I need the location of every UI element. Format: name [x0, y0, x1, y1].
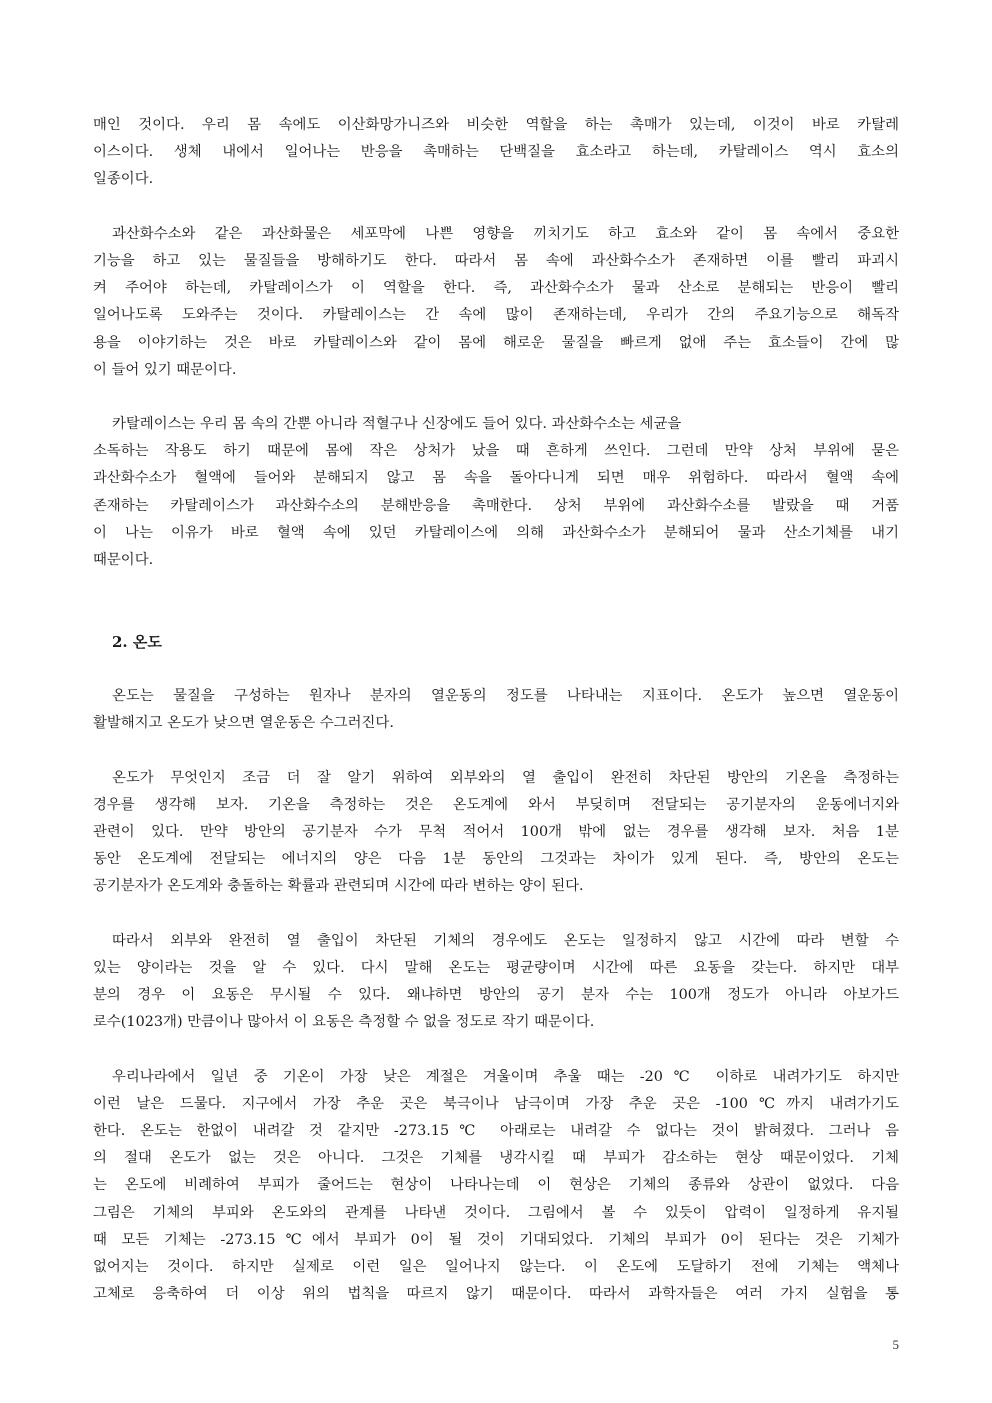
paragraph-fluctuation [93, 928, 899, 1037]
text-line: 이 들어 있기 때문이다. [93, 361, 237, 378]
text-line: 있는 양이라는 것을 알 수 있다. 다시 말해 온도는 평균량이며 시간에 따른 요동을 갖는다. 하지만 대부 [93, 959, 899, 976]
paragraph-gap [93, 656, 899, 683]
paragraph-catalase-blood [93, 411, 899, 574]
text-line: 따라서 외부와 완전히 열 출입이 차단된 기체의 경우에도 온도는 일정하지 않고 시간에 따라 변할 수 [112, 932, 899, 949]
paragraph-peroxide-role [93, 221, 899, 384]
text-line: 관련이 있다. 만약 방안의 공기분자 수가 무척 적어서 100개 밖에 없는 경우를 생각해 보자. 처음 1분 [93, 823, 899, 840]
paragraph-room-measurement [93, 765, 899, 901]
text-line: 일종이다. [93, 171, 154, 188]
text-line: 소독하는 작용도 하기 때문에 몸에 작은 상처가 났을 때 흔하게 쓰인다. 그런데 만약 상처 부위에 묻은 [93, 443, 899, 460]
text-line: 때문이다. [93, 552, 154, 568]
text-line: 한다. 온도는 한없이 내려갈 것 같지만 -273.15℃ 아래로는 내려갈 수 없다는 것이 밝혀졌다. 그러나 음 [93, 1122, 899, 1139]
paragraph-absolute-zero [93, 1064, 899, 1309]
paragraph-gap [93, 1036, 899, 1063]
text-line: 분의 경우 이 요동은 무시될 수 있다. 왜냐하면 방안의 공기 분자 수는 100개 정도가 아니라 아보가드 [93, 987, 899, 1003]
text-line: 켜 주어야 하는데, 카탈레이스가 이 역할을 한다. 즉, 과산화수소가 물과 산소로 분해되는 반응이 빨리 [93, 280, 899, 297]
text-line: 매인 것이다. 우리 몸 속에도 이산화망가니즈와 비슷한 역할을 하는 촉매가 있는데, 이것이 바로 카탈레 [93, 117, 899, 133]
paragraph-gap [93, 384, 899, 411]
paragraph-gap [93, 900, 899, 927]
page-body [93, 112, 899, 1308]
text-line: 는 온도에 비례하여 부피가 줄어드는 현상이 나타나는데 이 현상은 기체의 종류와 상관이 없었다. 다음 [93, 1177, 899, 1194]
paragraph-gap [93, 737, 899, 764]
text-line: 고체로 응축하여 더 이상 위의 법칙을 따르지 않기 때문이다. 따라서 과학자들은 여러 가지 실험을 통 [93, 1286, 899, 1303]
text-line: 온도는 물질을 구성하는 원자나 분자의 열운동의 정도를 나타내는 지표이다. 온도가 높으면 열운동이 [112, 687, 899, 704]
text-line: 경우를 생각해 보자. 기온을 측정하는 것은 온도계에 와서 부딪히며 전달되는 공기분자의 운동에너지와 [93, 796, 899, 813]
text-line: 용을 이야기하는 것은 바로 카탈레이스와 같이 몸에 해로운 물질을 빠르게 없애 주는 효소들이 간에 많 [93, 334, 899, 351]
text-line: 없어지는 것이다. 하지만 실제로 이런 일은 일어나지 않는다. 이 온도에 도달하기 전에 기체는 액체나 [93, 1258, 899, 1275]
text-line: 존재하는 카탈레이스가 과산화수소의 분해반응을 촉매한다. 상처 부위에 과산화수소를 발랐을 때 거품 [93, 497, 899, 514]
text-line: 우리나라에서 일년 중 기온이 가장 낮은 계절은 겨울이며 추울 때는 -20℃ 이하로 내려가기도 하지만 [112, 1068, 899, 1085]
text-line: 과산화수소와 같은 과산화물은 세포막에 나쁜 영향을 끼치기도 하고 효소와 같이 몸 속에서 중요한 [112, 225, 899, 242]
paragraph-catalase-intro [93, 112, 899, 194]
text-line: 이런 날은 드물다. 지구에서 가장 추운 곳은 북극이나 남극이며 가장 추운 곳은 -100℃까지 내려가기도 [93, 1095, 899, 1112]
text-line: 과산화수소가 혈액에 들어와 분해되지 않고 몸 속을 돌아다니게 되면 매우 위험하다. 따라서 혈액 속에 [93, 470, 899, 487]
paragraph-gap [93, 194, 899, 221]
text-line: 일어나도록 도와주는 것이다. 카탈레이스는 간 속에 많이 존재하는데, 우리가 간의 주요기능으로 해독작 [93, 307, 899, 324]
text-line: 그림은 기체의 부피와 온도와의 관계를 나타낸 것이다. 그림에서 볼 수 있듯이 압력이 일정하게 유지될 [93, 1204, 899, 1221]
page-number: 5 [892, 1337, 899, 1352]
text-line: 동안 온도계에 전달되는 에너지의 양은 다음 1분 동안의 그것과는 차이가 있게 된다. 즉, 방안의 온도는 [93, 851, 899, 868]
text-line: 활발해지고 온도가 낮으면 열운동은 수그러진다. [93, 715, 394, 732]
text-line: 카탈레이스는 우리 몸 속의 간뿐 아니라 적혈구나 신장에도 들어 있다. 과산화수소는 세균을 [112, 416, 682, 433]
text-line: 때 모든 기체는 -273.15℃에서 부피가 0이 될 것이 기대되었다. 기체의 부피가 0이 된다는 것은 기체가 [93, 1231, 899, 1248]
paragraph-gap [93, 601, 899, 628]
text-line: 의 절대 온도가 없는 것은 아니다. 그것은 기체를 냉각시킬 때 부피가 감소하는 현상 때문이었다. 기체 [93, 1150, 899, 1167]
paragraph-gap [93, 574, 899, 601]
text-line: 이 나는 이유가 바로 혈액 속에 있던 카탈레이스에 의해 과산화수소가 분해되어 물과 산소기체를 내기 [93, 524, 899, 541]
text-line: 온도가 무엇인지 조금 더 잘 알기 위하여 외부와의 열 출입이 완전히 차단된 방안의 기온을 측정하는 [112, 769, 899, 786]
text-line: 이스이다. 생체 내에서 일어나는 반응을 촉매하는 단백질을 효소라고 하는데, 카탈레이스 역시 효소의 [93, 144, 899, 161]
text-line: 로수(1023개) 만큼이나 많아서 이 요동은 측정할 수 없을 정도로 작기 때문이다. [93, 1014, 595, 1031]
text-line: 공기분자가 온도계와 충돌하는 확률과 관련되며 시간에 따라 변하는 양이 된다. [93, 878, 584, 895]
paragraph-temperature-definition [93, 683, 899, 737]
section-heading: 2. 온도 [112, 632, 162, 651]
text-line: 기능을 하고 있는 물질들을 방해하기도 한다. 따라서 몸 속에 과산화수소가 존재하면 이를 빨리 파괴시 [93, 252, 899, 269]
